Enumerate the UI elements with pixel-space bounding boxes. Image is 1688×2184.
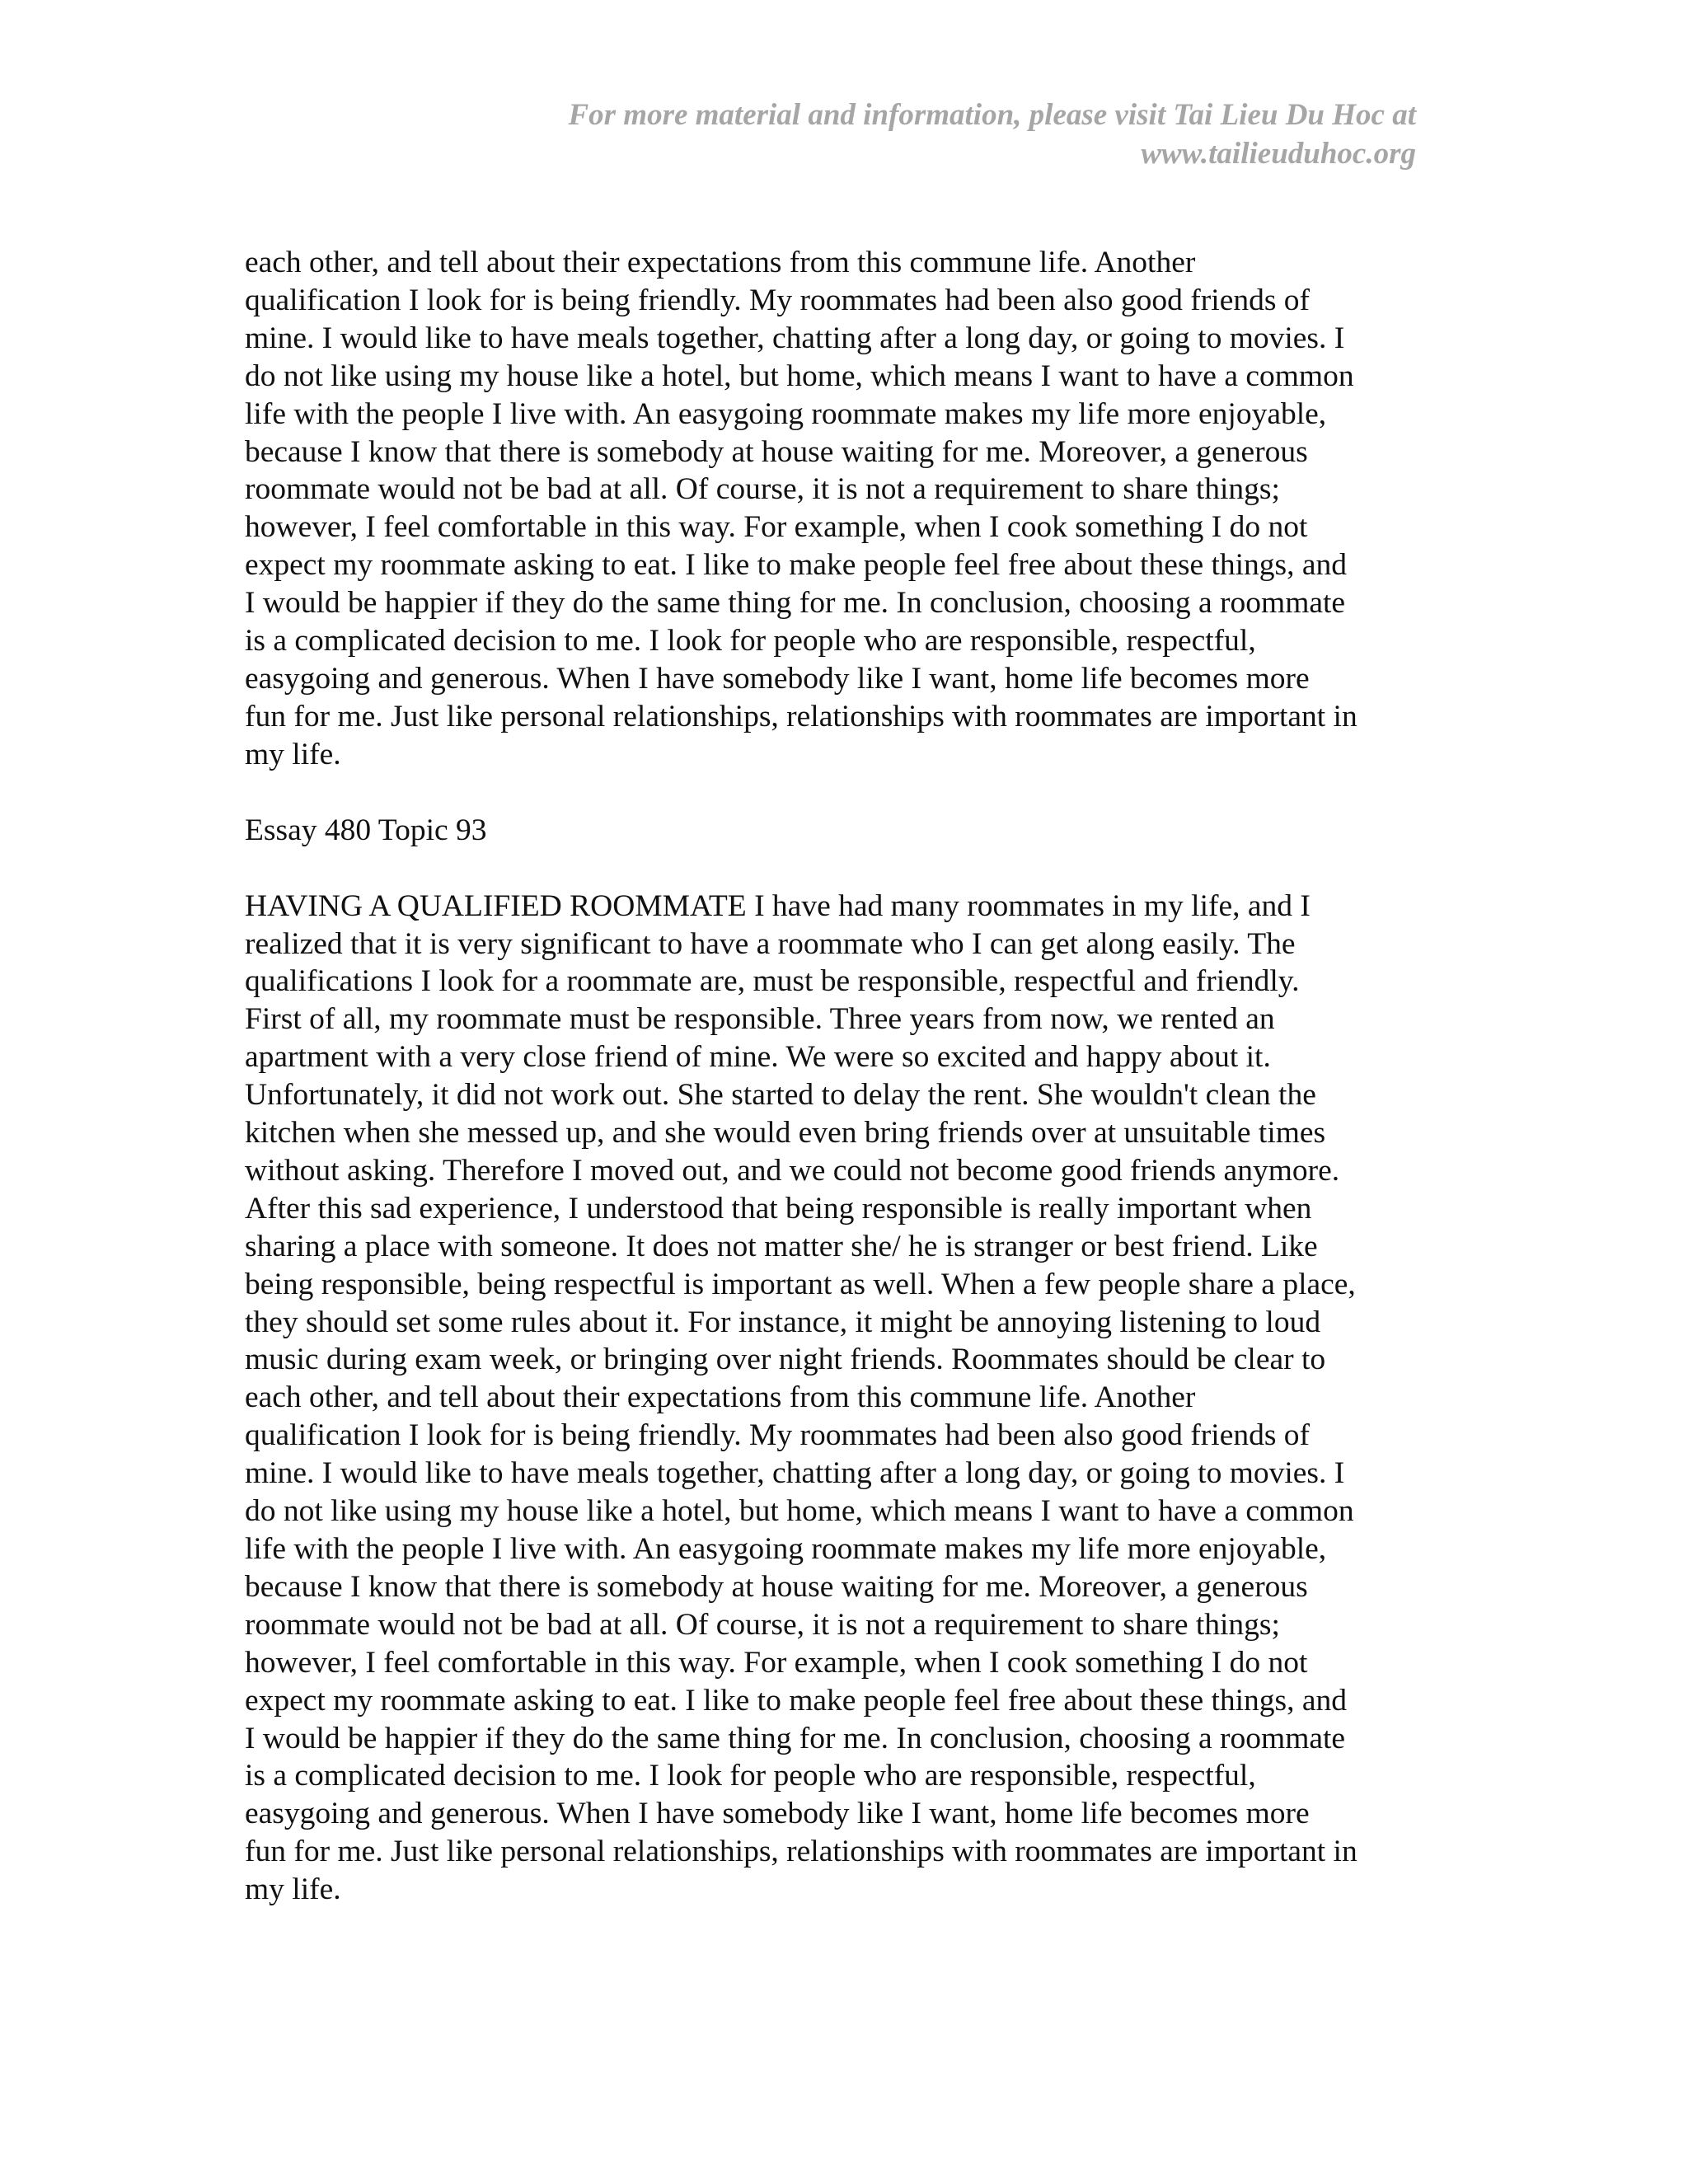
text-line: because I know that there is somebody at house waiting for me. Moreover, a generous (245, 434, 1308, 469)
essay-heading (245, 812, 1432, 850)
text-line: without asking. Therefore I moved out, and we could not become good friends anymore. (245, 1153, 1340, 1188)
text-line: being responsible, being respectful is important as well. When a few people share a place, (245, 1267, 1356, 1301)
text-line: qualification I look for is being friendly. My roommates had been also good friends of (245, 283, 1311, 317)
text-line: fun for me. Just like personal relationships, relationships with roommates are important in (245, 699, 1357, 733)
text-line: is a complicated decision to me. I look for people who are responsible, respectful, (245, 1759, 1256, 1793)
text-line: however, I feel comfortable in this way. For example, when I cook something I do not (245, 1645, 1308, 1680)
text-line: Essay 480 Topic 93 (245, 813, 487, 847)
text-line: my life. (245, 737, 341, 771)
text-line: roommate would not be bad at all. Of course, it is not a requirement to share things; (245, 472, 1280, 507)
text-line: however, I feel comfortable in this way. For example, when I cook something I do not (245, 510, 1308, 545)
text-line: expect my roommate asking to eat. I like to make people feel free about these things, and (245, 1683, 1348, 1718)
text-line: music during exam week, or bringing over night friends. Roommates should be clear to (245, 1343, 1326, 1377)
document-body (245, 244, 1432, 1947)
text-line: easygoing and generous. When I have somebody like I want, home life becomes more (245, 661, 1310, 696)
header-link-url: www.tailieuduhoc.org (1141, 137, 1416, 171)
paragraph (245, 888, 1432, 1909)
text-line: each other, and tell about their expectations from this commune life. Another (245, 1380, 1196, 1415)
text-line: I would be happier if they do the same thing for me. In conclusion, choosing a roommate (245, 586, 1346, 621)
text-line: apartment with a very close friend of mine. We were so excited and happy about it. (245, 1040, 1271, 1075)
text-line: qualification I look for is being friendly. My roommates had been also good friends of (245, 1418, 1311, 1453)
text-line: mine. I would like to have meals together, chatting after a long day, or going to movies. I (245, 1456, 1345, 1491)
text-line: they should set some rules about it. For instance, it might be annoying listening to loud (245, 1305, 1321, 1339)
text-line: First of all, my roommate must be responsible. Three years from now, we rented an (245, 1002, 1275, 1037)
text-line: my life. (245, 1872, 341, 1907)
page-header (427, 96, 1416, 173)
text-line: fun for me. Just like personal relationships, relationships with roommates are important in (245, 1835, 1357, 1869)
text-line: do not like using my house like a hotel, but home, which means I want to have a common (245, 1494, 1354, 1529)
text-line: because I know that there is somebody at house waiting for me. Moreover, a generous (245, 1569, 1308, 1604)
text-line: HAVING A QUALIFIED ROOMMATE I have had many roommates in my life, and I (245, 888, 1311, 923)
text-line: sharing a place with someone. It does not matter she/ he is stranger or best friend. Like (245, 1229, 1318, 1263)
header-line-1: For more material and information, please visit Tai Lieu Du Hoc at (568, 98, 1416, 132)
text-line: life with the people I live with. An easygoing roommate makes my life more enjoyable, (245, 396, 1327, 431)
text-line: easygoing and generous. When I have somebody like I want, home life becomes more (245, 1797, 1310, 1831)
paragraph (245, 244, 1432, 774)
text-line: qualifications I look for a roommate are, must be responsible, respectful and friendly. (245, 964, 1300, 999)
text-line: do not like using my house like a hotel, but home, which means I want to have a common (245, 359, 1354, 393)
text-line: I would be happier if they do the same thing for me. In conclusion, choosing a roommate (245, 1721, 1346, 1755)
text-line: After this sad experience, I understood that being responsible is really important when (245, 1191, 1312, 1226)
text-line: Unfortunately, it did not work out. She started to delay the rent. She wouldn't clean the (245, 1078, 1316, 1113)
text-line: realized that it is very significant to have a roommate who I can get along easily. The (245, 926, 1296, 961)
text-line: mine. I would like to have meals together, chatting after a long day, or going to movies. I (245, 321, 1345, 355)
text-line: roommate would not be bad at all. Of course, it is not a requirement to share things; (245, 1607, 1280, 1642)
text-line: each other, and tell about their expectations from this commune life. Another (245, 246, 1196, 279)
text-line: is a complicated decision to me. I look for people who are responsible, respectful, (245, 624, 1256, 658)
text-line: kitchen when she messed up, and she would even bring friends over at unsuitable times (245, 1116, 1326, 1151)
text-line: expect my roommate asking to eat. I like to make people feel free about these things, and (245, 548, 1348, 583)
text-line: life with the people I live with. An easygoing roommate makes my life more enjoyable, (245, 1532, 1327, 1566)
